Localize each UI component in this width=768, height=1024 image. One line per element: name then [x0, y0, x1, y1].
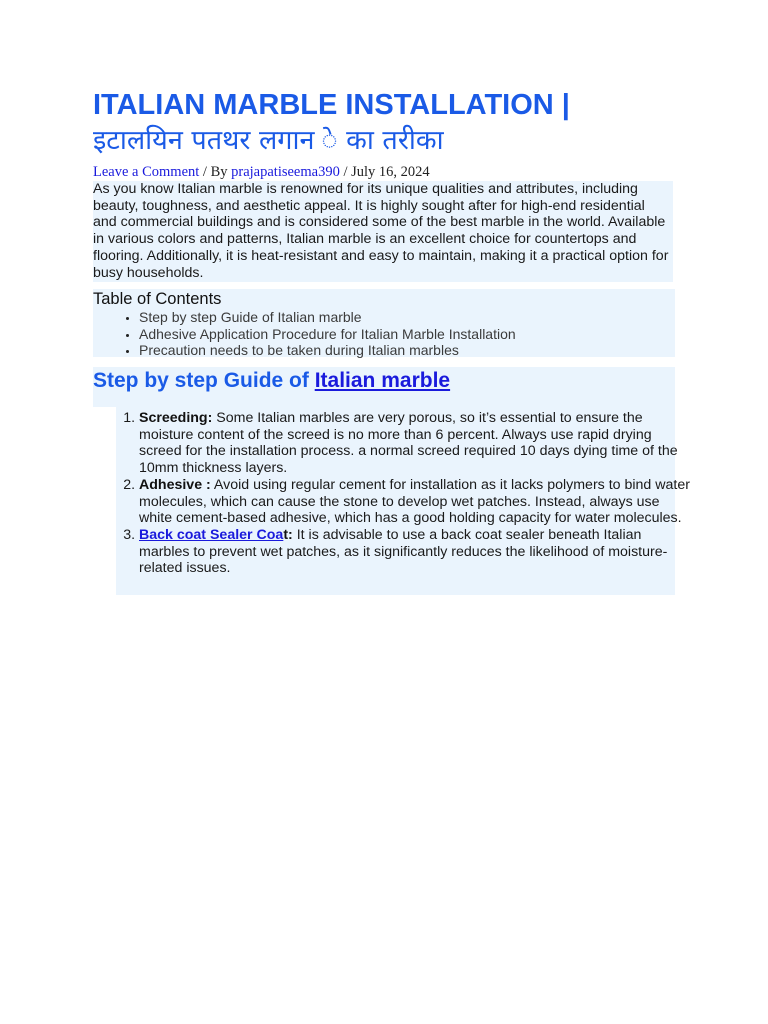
steps-heading-text: Step by step Guide of: [93, 369, 315, 392]
meta-separator: / By: [199, 164, 232, 180]
article-title: [93, 88, 693, 158]
step-item-adhesive: [139, 477, 691, 527]
toc-list: [93, 309, 675, 359]
step-text: Some Italian marbles are very porous, so it’s essential to ensure the moisture content of the screed is no more than 6 percent. Always use rapid drying screed for the installation process. a normal screed required 10 days dying time of the 10mm thickness layers.: [139, 410, 678, 477]
italian-marble-link[interactable]: Italian marble: [314, 369, 451, 392]
steps-list: [116, 410, 691, 577]
step-text: It is advisable to use a back coat sealer beneath Italian marbles to prevent wet patches, as it significantly reduces the likelihood of moisture-related issues.: [139, 526, 668, 577]
toc-item[interactable]: • Precaution needs to be taken during Italian marbles: [139, 342, 675, 359]
step-item-back-coat-sealer: [139, 527, 691, 577]
step-label: Adhesive :: [139, 476, 211, 493]
back-coat-sealer-link[interactable]: Back coat Sealer Coa: [139, 526, 284, 543]
step-label: Screeding:: [139, 410, 213, 426]
toc-item[interactable]: • Adhesive Application Procedure for Italian Marble Installation: [139, 326, 675, 343]
step-item-screeding: [139, 410, 691, 477]
toc-item[interactable]: • Step by step Guide of Italian marble: [139, 309, 675, 326]
post-date: July 16, 2024: [351, 164, 430, 180]
toc-title: Table of Contents: [93, 290, 222, 308]
step-label: t:: [283, 526, 293, 543]
intro-paragraph: As you know Italian marble is renowned for its unique qualities and attributes, including beauty, toughness, and aesthetic appeal. It is highly sought after for high-end residential and commercial buildings and is considered some of the best marble in the world. Available in various colors and patterns, Italian marble is an excellent choice for countertops and flooring. Additionally, it is heat-resistant and easy to maintain, making it a practical option for busy households.: [93, 181, 673, 282]
post-meta: [93, 164, 693, 180]
steps-heading: [93, 367, 450, 395]
meta-separator: /: [339, 164, 352, 180]
leave-comment-link[interactable]: Leave a Comment: [93, 164, 200, 180]
step-text: Avoid using regular cement for installation as it lacks polymers to bind water molecules, which can cause the stone to develop wet patches. Instead, always use white cement-based adhesive, which has a good holding capacity for water molecules.: [139, 476, 690, 527]
title-hindi: इटालयिन पतथर लगान े का तरीका: [93, 125, 444, 156]
author-link[interactable]: prajapatiseema390: [231, 164, 340, 180]
title-english: ITALIAN MARBLE INSTALLATION |: [93, 89, 570, 121]
table-of-contents: [93, 289, 675, 357]
